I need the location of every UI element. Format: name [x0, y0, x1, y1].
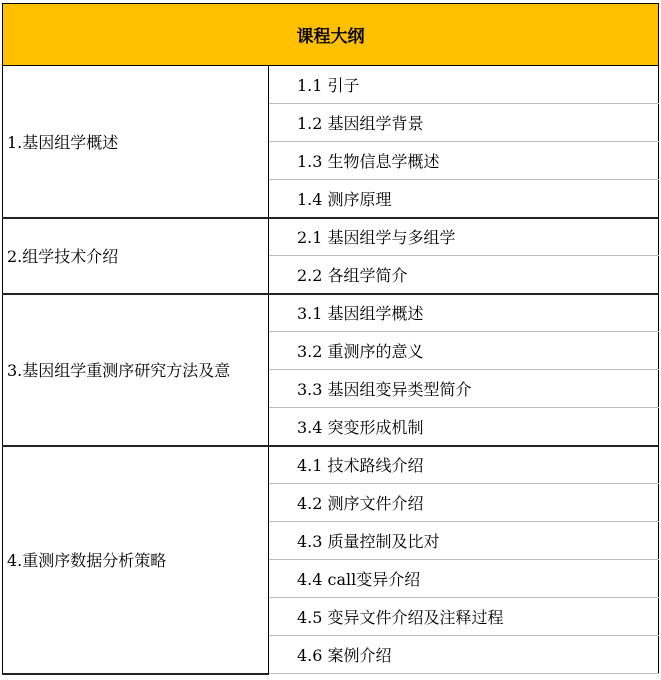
section-cell[interactable]: 3.4 突变形成机制: [269, 408, 659, 446]
table-row: [3, 66, 659, 104]
section-cell[interactable]: 3.2 重测序的意义: [269, 332, 659, 370]
section-cell[interactable]: 1.4 测序原理: [269, 180, 659, 218]
chapter-cell[interactable]: 4.重测序数据分析策略: [3, 446, 269, 674]
section-cell[interactable]: 1.1 引子: [269, 66, 659, 104]
chapter-cell[interactable]: 1.基因组学概述: [3, 66, 269, 218]
chapter-cell[interactable]: 3.基因组学重测序研究方法及意: [3, 294, 269, 446]
table-row: [3, 446, 659, 484]
section-cell[interactable]: 4.1 技术路线介绍: [269, 446, 659, 484]
course-outline-sheet: [2, 3, 658, 675]
section-cell[interactable]: 4.4 call变异介绍: [269, 560, 659, 598]
section-cell[interactable]: 2.1 基因组学与多组学: [269, 218, 659, 256]
header-row: [3, 4, 659, 66]
section-cell[interactable]: 1.2 基因组学背景: [269, 104, 659, 142]
section-cell[interactable]: 2.2 各组学简介: [269, 256, 659, 294]
table-row: [3, 294, 659, 332]
section-cell[interactable]: 3.1 基因组学概述: [269, 294, 659, 332]
section-cell[interactable]: 4.6 案例介绍: [269, 636, 659, 674]
section-cell[interactable]: 1.3 生物信息学概述: [269, 142, 659, 180]
section-cell[interactable]: 3.3 基因组变异类型简介: [269, 370, 659, 408]
chapter-cell[interactable]: 2.组学技术介绍: [3, 218, 269, 294]
section-cell[interactable]: 4.5 变异文件介绍及注释过程: [269, 598, 659, 636]
section-cell[interactable]: 4.2 测序文件介绍: [269, 484, 659, 522]
section-cell[interactable]: 4.3 质量控制及比对: [269, 522, 659, 560]
table-row: [3, 218, 659, 256]
table-title: 课程大纲: [3, 4, 659, 66]
course-outline-table: [2, 3, 659, 675]
